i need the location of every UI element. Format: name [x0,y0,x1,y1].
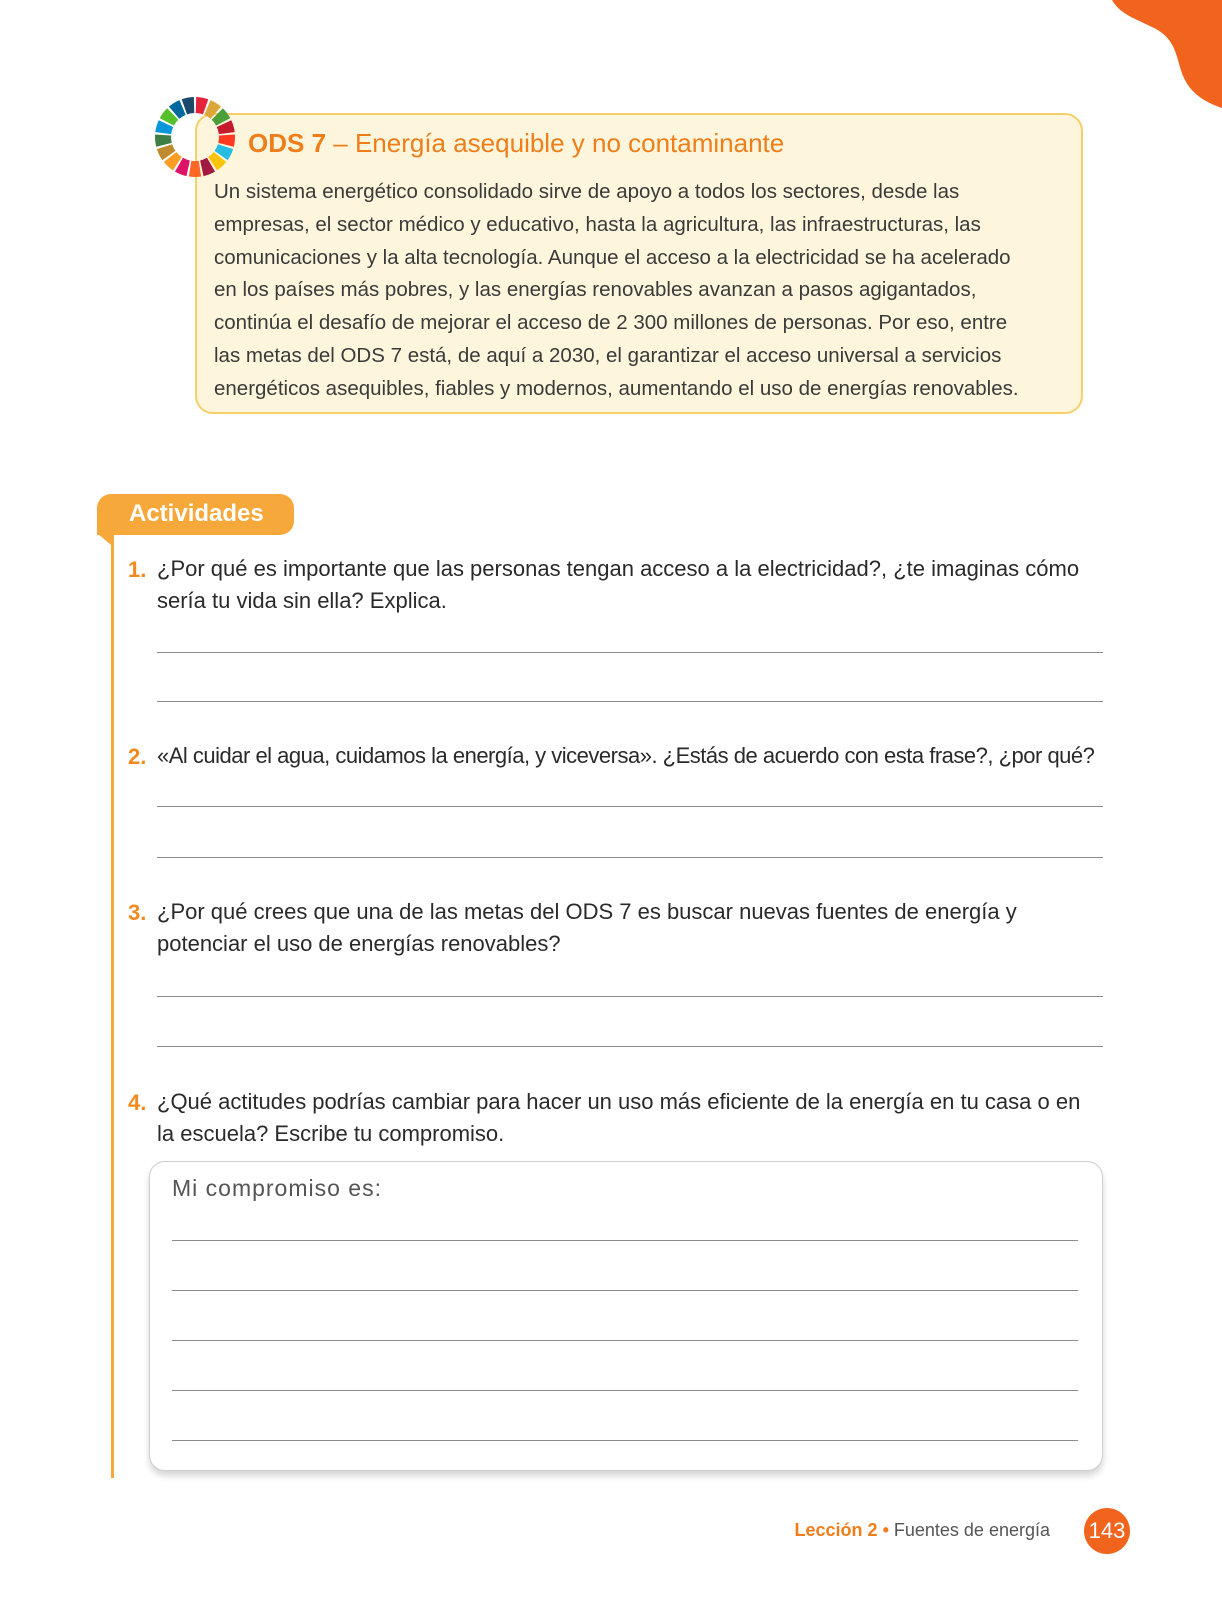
footer-separator: • [877,1520,894,1540]
activities-side-rule [111,535,114,1478]
footer-lesson: Lección 2 [794,1520,878,1540]
ods-line: Un sistema energético consolidado sirve de apoyo a todos los sectores, desde las [214,180,960,203]
question-line: sería tu vida sin ella? Explica. [157,588,447,613]
commitment-line[interactable] [172,1440,1078,1441]
answer-line[interactable] [157,701,1103,702]
question-2-text [157,740,1107,772]
ods-line: en los países más pobres, y las energías renovables avanzan a pasos agigantados, [214,278,977,302]
corner-blob-decoration [1092,0,1222,110]
answer-line[interactable] [157,996,1103,997]
question-2-number: 2. [128,744,147,769]
question-1-text [157,553,1107,617]
question-4-number: 4. [128,1090,147,1115]
answer-line[interactable] [157,1046,1103,1047]
question-line: ¿Qué actitudes podrías cambiar para hacer un uso más eficiente de la energía en tu casa o en [157,1089,1081,1114]
question-line: «Al cuidar el agua, cuidamos la energía, y viceversa». ¿Estás de acuerdo con esta frase?, ¿por qué? [157,743,1095,768]
sdg-wheel-icon [154,96,236,178]
question-3-text [157,896,1107,960]
ods-line: comunicaciones y la alta tecnología. Aunque el acceso a la electricidad se ha acelerado [214,245,1011,269]
sdg-wheel-segment [189,161,201,177]
question-line: ¿Por qué es importante que las personas tengan acceso a la electricidad?, ¿te imaginas cómo [157,556,1080,581]
activities-heading: Actividades [129,500,264,527]
sdg-wheel-segment [218,135,235,147]
ods-title-text: – Energía asequible y no contaminante [326,128,785,158]
page-number-badge: 143 [1084,1508,1130,1554]
answer-line[interactable] [157,806,1103,807]
question-1-number: 1. [128,557,147,582]
sdg-wheel-segment [155,135,172,147]
commitment-label: Mi compromiso es: [172,1175,382,1201]
commitment-line[interactable] [172,1390,1078,1391]
question-line: potenciar el uso de energías renovables? [157,931,561,956]
question-4-text [157,1086,1107,1150]
ods-line: continúa el desafío de mejorar el acceso de 2 300 millones de personas. Por eso, entre [214,311,1008,335]
answer-line[interactable] [157,857,1103,858]
question-3-number: 3. [128,900,147,925]
commitment-line[interactable] [172,1240,1078,1241]
ods-line: energéticos asequibles, fiables y modernos, aumentando el uso de energías renovables. [214,376,1019,400]
ods-description [214,176,1074,406]
activities-tab-tail [97,533,117,545]
commitment-line[interactable] [172,1290,1078,1291]
answer-line[interactable] [157,652,1103,653]
ods-line: empresas, el sector médico y educativo, hasta la agricultura, las infraestructuras, las [214,212,981,236]
commitment-box [149,1161,1103,1471]
ods-line: las metas del ODS 7 está, de aquí a 2030, el garantizar el acceso universal a servicios [214,343,1002,367]
commitment-line[interactable] [172,1340,1078,1341]
page-footer [795,1520,1050,1541]
question-line: ¿Por qué crees que una de las metas del ODS 7 es buscar nuevas fuentes de energía y [157,899,1017,924]
ods-title-code: ODS 7 [248,128,327,158]
question-line: la escuela? Escribe tu compromiso. [157,1121,505,1146]
footer-topic: Fuentes de energía [893,1520,1050,1540]
ods-title [248,128,784,159]
